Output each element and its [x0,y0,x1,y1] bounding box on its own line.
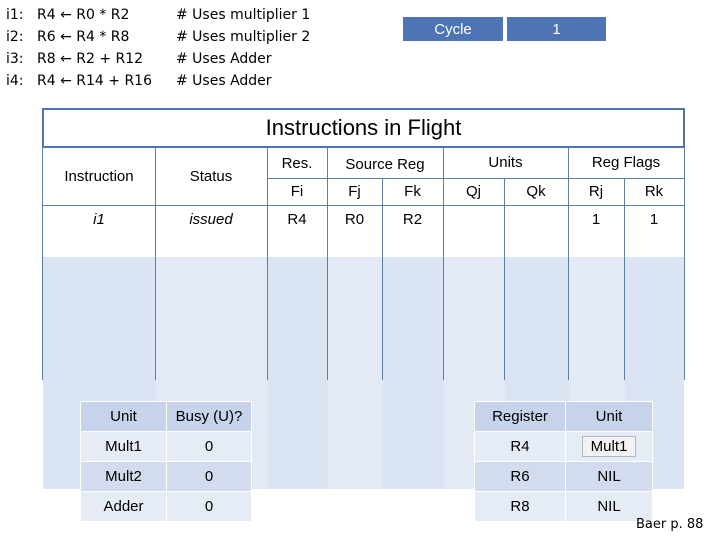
register-unit-highlight: Mult1 [582,436,637,457]
cell-fk: R2 [402,210,423,228]
cell-fi: R4 [287,210,307,228]
instruction-id: i3: [6,51,24,67]
cycle-value: 1 [506,16,607,42]
instruction-list [6,4,336,94]
instruction-op: R8 ← R2 + R12 [37,51,144,67]
footer-citation: Baer p. 88 [636,517,704,532]
table-row [475,432,653,462]
header-rj: Rj [588,183,604,200]
table-row [475,462,653,492]
register-name: R8 [475,492,566,522]
table-row [81,492,252,522]
unit-busy: 0 [167,432,252,462]
register-status-table [474,401,653,522]
register-unit: NIL [566,492,653,522]
unit-name: Mult2 [81,462,167,492]
unit-name: Adder [81,492,167,522]
instruction-id: i4: [6,73,24,89]
instruction-op: R4 ← R14 + R16 [37,73,152,89]
instruction-note: # Uses Adder [176,73,272,89]
register-name: R4 [475,432,566,462]
table-row [81,462,252,492]
header-fi: Fi [290,183,304,200]
header-source-reg: Source Reg [345,155,425,173]
instruction-id: i1: [6,7,24,23]
unit-name: Mult1 [81,432,167,462]
flight-title: Instructions in Flight [42,108,685,148]
cell-qj [443,206,504,232]
cell-fj: R0 [344,210,365,228]
unit-busy: 0 [167,462,252,492]
header-rk: Rk [644,183,664,200]
table-header-row [475,402,653,432]
column-fj [328,257,383,489]
cell-instruction: i1 [93,210,105,228]
header-register: Register [475,402,566,432]
header-res: Res. [281,154,313,172]
register-unit [566,432,653,462]
cell-rj: 1 [591,210,601,228]
instruction-note: # Uses multiplier 2 [176,29,311,45]
cell-qk [504,206,568,232]
header-reg-flags: Reg Flags [591,153,661,171]
header-qj: Qj [466,183,481,200]
header-status: Status [189,167,233,185]
header-instruction: Instruction [64,167,134,185]
functional-units-table [80,401,252,522]
instruction-id: i2: [6,29,24,45]
table-row [475,492,653,522]
instruction-op: R4 ← R0 * R2 [37,7,130,23]
header-unit: Unit [566,402,653,432]
header-unit: Unit [81,402,167,432]
instruction-note: # Uses multiplier 1 [176,7,311,23]
header-fk: Fk [404,183,421,200]
header-fj: Fj [348,183,361,200]
header-busy: Busy (U)? [167,402,252,432]
register-unit: NIL [566,462,653,492]
instruction-op: R6 ← R4 * R8 [37,29,130,45]
column-fi [268,257,328,489]
header-units: Units [488,153,523,171]
column-fk [383,257,444,489]
table-header-row [81,402,252,432]
cell-status: issued [189,210,233,228]
table-row [81,432,252,462]
unit-busy: 0 [167,492,252,522]
header-qk: Qk [526,183,546,200]
instruction-note: # Uses Adder [176,51,272,67]
cell-rk: 1 [649,210,659,228]
register-name: R6 [475,462,566,492]
cycle-label: Cycle [402,16,504,42]
